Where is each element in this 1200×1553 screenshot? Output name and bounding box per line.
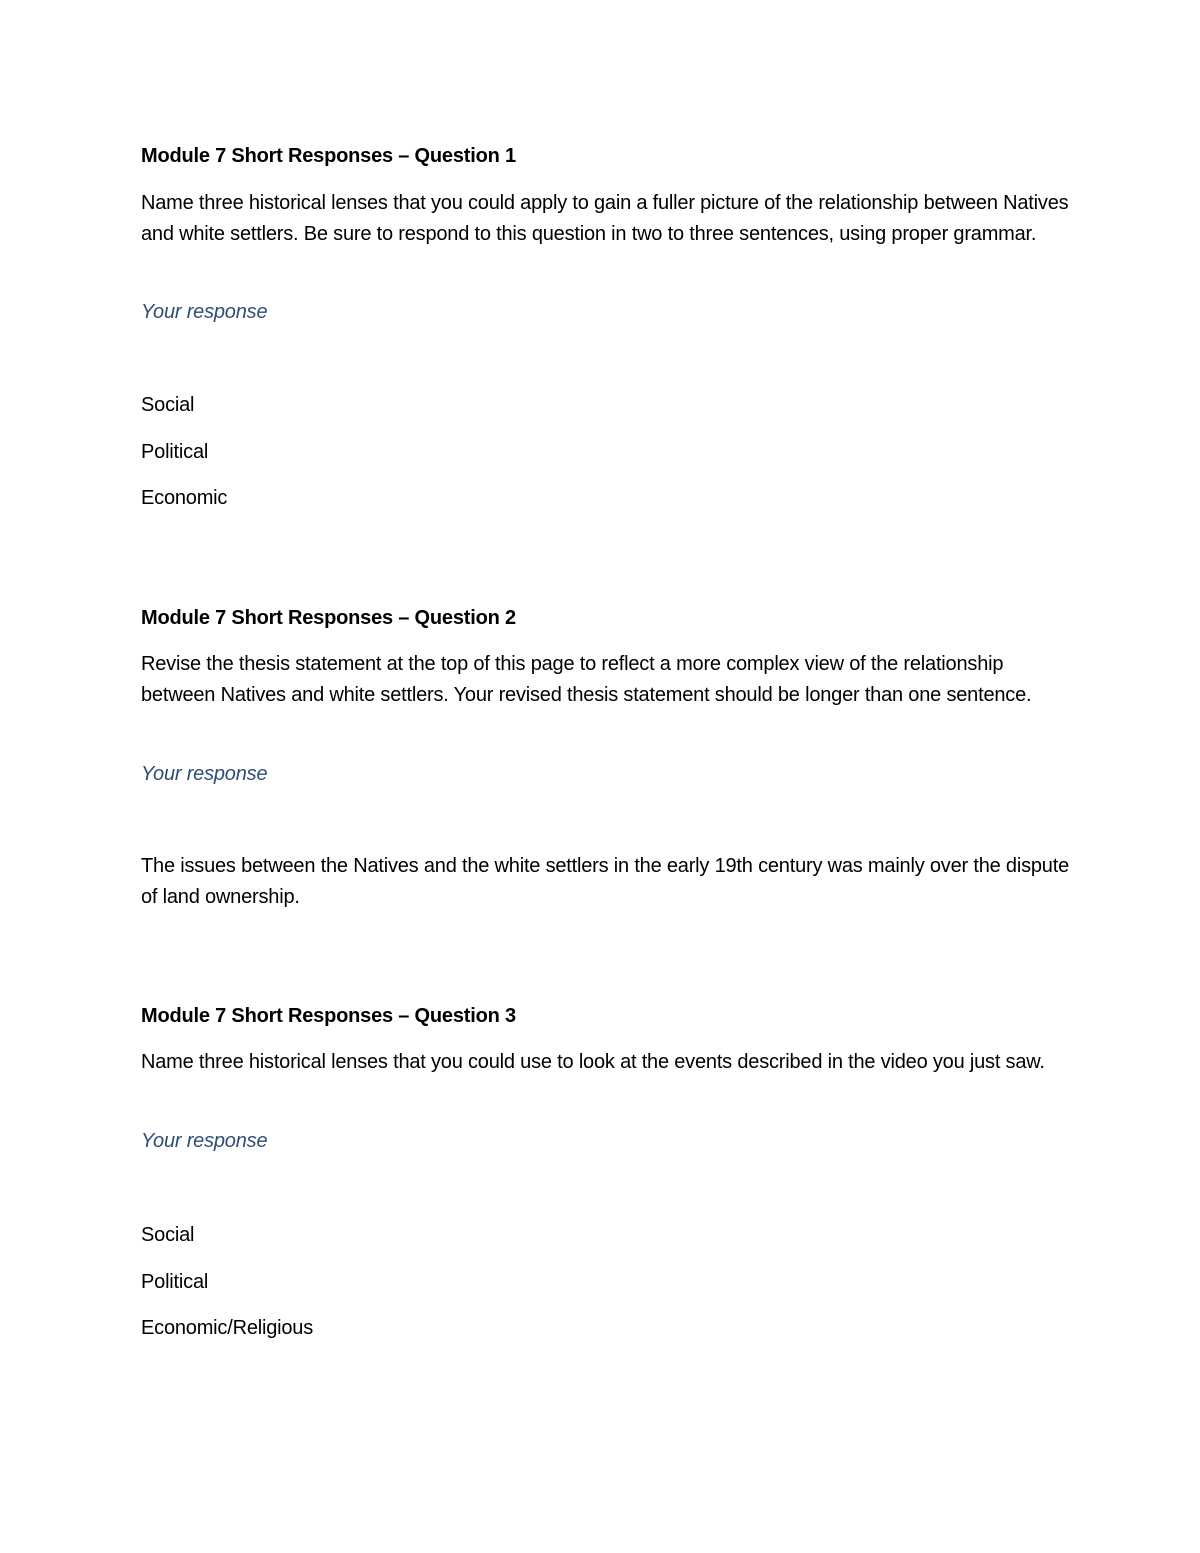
question-1-answer-2-block — [141, 440, 1071, 464]
question-1-prompt: Name three historical lenses that you could apply to gain a fuller picture of the relationship between Natives and white settlers. Be sure to respond to this question in two to three sentences, using proper grammar. — [141, 192, 1069, 245]
question-2-prompt-block — [141, 649, 1071, 711]
question-2-prompt: Revise the thesis statement at the top of this page to reflect a more complex view of the relationship between Natives and white settlers. Your revised thesis statement should be longer than one sentence. — [141, 653, 1032, 706]
question-1-answer-1-block — [141, 393, 1071, 417]
question-2-answer: The issues between the Natives and the white settlers in the early 19th century was mainly over the dispute of land ownership. — [141, 855, 1069, 908]
question-1-heading: Module 7 Short Responses – Question 1 — [141, 145, 516, 167]
question-2-response-label: Your response — [141, 763, 268, 785]
question-3-answer-2: Political — [141, 1271, 209, 1293]
question-3-answer-1-block — [141, 1223, 1071, 1247]
question-1-answer-3: Economic — [141, 487, 228, 509]
question-1-answer-3-block — [141, 486, 1071, 510]
question-2-heading: Module 7 Short Responses – Question 2 — [141, 607, 516, 629]
question-3-answer-1: Social — [141, 1224, 195, 1246]
question-1-answer-1: Social — [141, 394, 195, 416]
question-3-prompt-block — [141, 1047, 1071, 1078]
question-3-heading: Module 7 Short Responses – Question 3 — [141, 1005, 516, 1027]
question-3-answer-3: Economic/Religious — [141, 1317, 314, 1339]
question-3-response-label: Your response — [141, 1130, 268, 1152]
question-2-response-label-block — [141, 762, 1071, 786]
question-3-answer-2-block — [141, 1270, 1071, 1294]
question-3-response-label-block — [141, 1129, 1071, 1153]
question-1-prompt-block — [141, 188, 1071, 250]
question-3-prompt: Name three historical lenses that you could use to look at the events described in the video you just saw. — [141, 1051, 1045, 1073]
question-2-heading-block — [141, 606, 1071, 630]
question-3-heading-block — [141, 1004, 1071, 1028]
question-1-response-label-block — [141, 300, 1071, 324]
question-3-answer-3-block — [141, 1316, 1071, 1340]
question-1-heading-block — [141, 144, 1071, 168]
question-1-response-label: Your response — [141, 301, 268, 323]
question-2-answer-block — [141, 851, 1071, 913]
question-1-answer-2: Political — [141, 441, 209, 463]
